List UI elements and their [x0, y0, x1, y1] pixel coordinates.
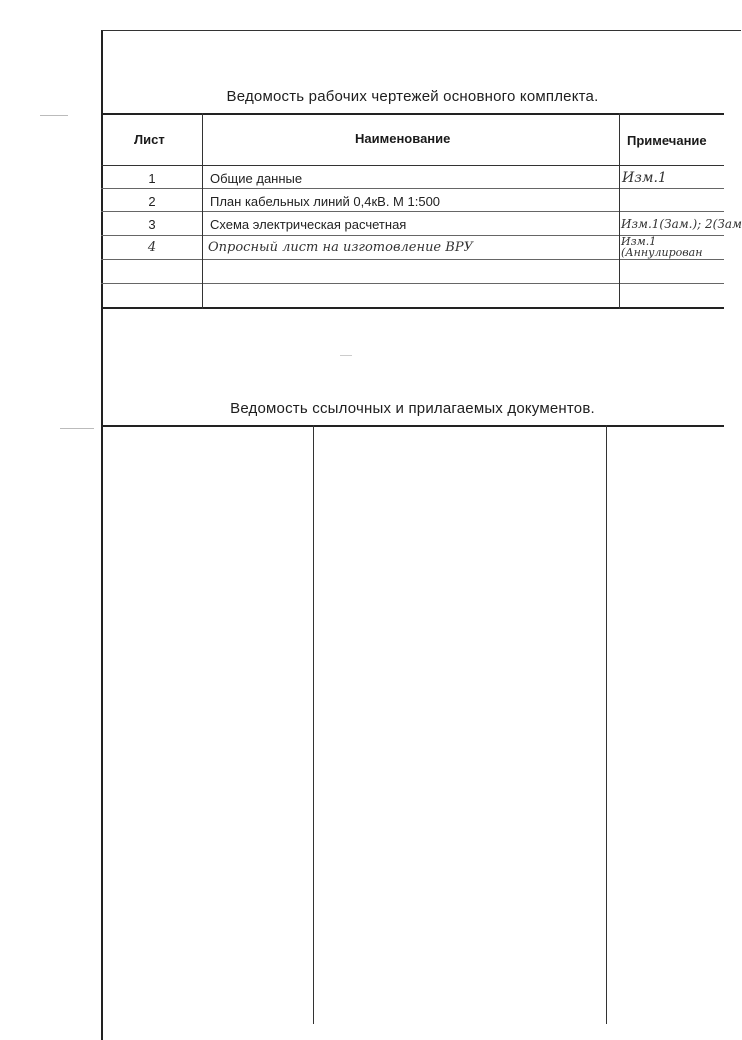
documents-col-divider-1	[313, 425, 314, 1024]
row-1-name: Общие данные	[210, 171, 303, 186]
documents-col-divider-2	[606, 425, 607, 1024]
row-3-note: Изм.1(Зам.); 2(Зам	[621, 217, 742, 231]
row-4-sheet: 4	[147, 240, 157, 255]
documents-list-title: Ведомость ссылочных и прилагаемых документов.	[230, 400, 595, 417]
row-4-name: Опросный лист на изготовление ВРУ	[208, 240, 473, 255]
scan-mark	[40, 115, 68, 116]
row-border-1	[101, 188, 724, 189]
col-divider-1	[202, 113, 203, 309]
row-1-sheet: 1	[148, 171, 156, 186]
documents-table-top-border	[101, 425, 724, 427]
col-divider-2	[619, 113, 620, 309]
header-name: Наименование	[355, 131, 451, 146]
row-border-5	[101, 283, 724, 284]
header-sheet: Лист	[134, 132, 165, 147]
scan-mark	[340, 355, 352, 356]
table-header-border	[101, 165, 724, 166]
row-1-note: Изм.1	[622, 170, 667, 186]
row-3-sheet: 3	[148, 217, 156, 232]
header-note: Примечание	[627, 133, 707, 148]
row-border-2	[101, 211, 724, 212]
table-bottom-border	[101, 307, 724, 309]
row-3-name: Схема электрическая расчетная	[210, 217, 407, 232]
row-4-note: Изм.1 (Аннулирован	[621, 235, 703, 259]
table-top-border	[101, 113, 724, 115]
drawings-list-title: Ведомость рабочих чертежей основного комплекта.	[226, 88, 599, 105]
scan-mark	[60, 428, 94, 429]
row-2-name: План кабельных линий 0,4кВ. М 1:500	[210, 194, 441, 209]
row-2-sheet: 2	[148, 194, 156, 209]
